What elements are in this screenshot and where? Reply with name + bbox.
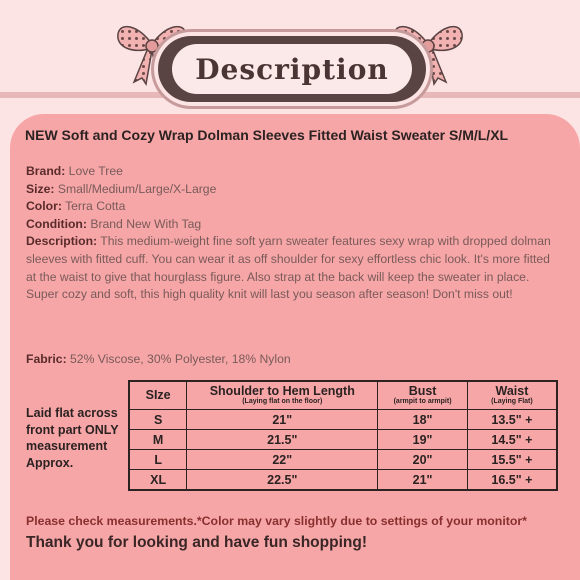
cell-waist: 13.5" + [467, 410, 557, 430]
listing-details [26, 163, 556, 304]
measurement-note: Laid flat across front part ONLY measurement Approx. [26, 406, 119, 470]
table-row [129, 410, 557, 430]
cell-bust: 21" [378, 470, 468, 491]
cell-size: L [129, 450, 187, 470]
condition-line [26, 216, 556, 234]
thanks-message: Thank you for looking and have fun shopping! [26, 534, 367, 551]
header-subtitle: (Laying Flat) [491, 398, 533, 405]
header-banner [0, 0, 580, 112]
description-line [26, 233, 556, 303]
color-line [26, 198, 556, 216]
size-label: Size: [26, 181, 55, 196]
color-value: Terra Cotta [65, 199, 126, 214]
header-subtitle: (armpit to armpit) [393, 398, 452, 405]
header-bust [378, 381, 468, 410]
cell-waist: 16.5" + [467, 470, 557, 491]
table-row [129, 450, 557, 470]
description-value: This medium-weight fine soft yarn sweater features sexy wrap with dropped dolman sleeves with fitted cuff. You can wear it as off shoulder for sexy effortless chic look. It's more fitted at the waist to give that hourglass figure. Also strap at the back will keep the sweater in place. Super cozy and soft, this high quality knit will last you season after season! Don't miss out! [26, 234, 551, 302]
cell-length: 21" [187, 410, 378, 430]
header-waist [467, 381, 557, 410]
header-title: Shoulder to Hem Length [209, 384, 355, 398]
cell-length: 21.5" [187, 430, 378, 450]
condition-label: Condition: [26, 216, 87, 231]
cell-length: 22.5" [187, 470, 378, 491]
brand-line [26, 163, 556, 181]
cell-bust: 19" [378, 430, 468, 450]
cell-size: XL [129, 470, 187, 491]
condition-value: Brand New With Tag [90, 216, 202, 231]
brand-value: Love Tree [68, 164, 123, 178]
size-value: Small/Medium/Large/X-Large [57, 181, 217, 196]
table-row [129, 430, 557, 450]
fabric-line [26, 352, 291, 366]
cell-length: 22" [187, 450, 378, 470]
brand-label: Brand: [26, 164, 66, 178]
table-row [129, 470, 557, 491]
listing-headline: NEW Soft and Cozy Wrap Dolman Sleeves Fitted Waist Sweater S/M/L/XL [25, 127, 509, 143]
banner-label-box [172, 44, 412, 94]
cell-size: S [129, 410, 187, 430]
header-title: Waist [495, 384, 529, 398]
description-label: Description: [26, 234, 98, 249]
table-header-row [129, 381, 557, 410]
check-measurements-note: Please check measurements.*Color may vary slightly due to settings of your monitor* [26, 514, 527, 528]
header-title: Bust [408, 384, 437, 398]
banner-title: Description [195, 52, 389, 86]
fabric-label: Fabric: [26, 352, 67, 366]
header-subtitle: (Laying flat on the floor) [242, 398, 323, 405]
fabric-value: 52% Viscose, 30% Polyester, 18% Nylon [70, 352, 291, 366]
cell-waist: 15.5" + [467, 450, 557, 470]
header-title: SIze [145, 388, 171, 402]
cell-bust: 20" [378, 450, 468, 470]
header-size [129, 381, 187, 410]
color-label: Color: [26, 199, 62, 214]
cell-bust: 18" [378, 410, 468, 430]
header-length [187, 381, 378, 410]
cell-waist: 14.5" + [467, 430, 557, 450]
size-line [26, 181, 556, 199]
measurement-table [128, 380, 558, 491]
cell-size: M [129, 430, 187, 450]
